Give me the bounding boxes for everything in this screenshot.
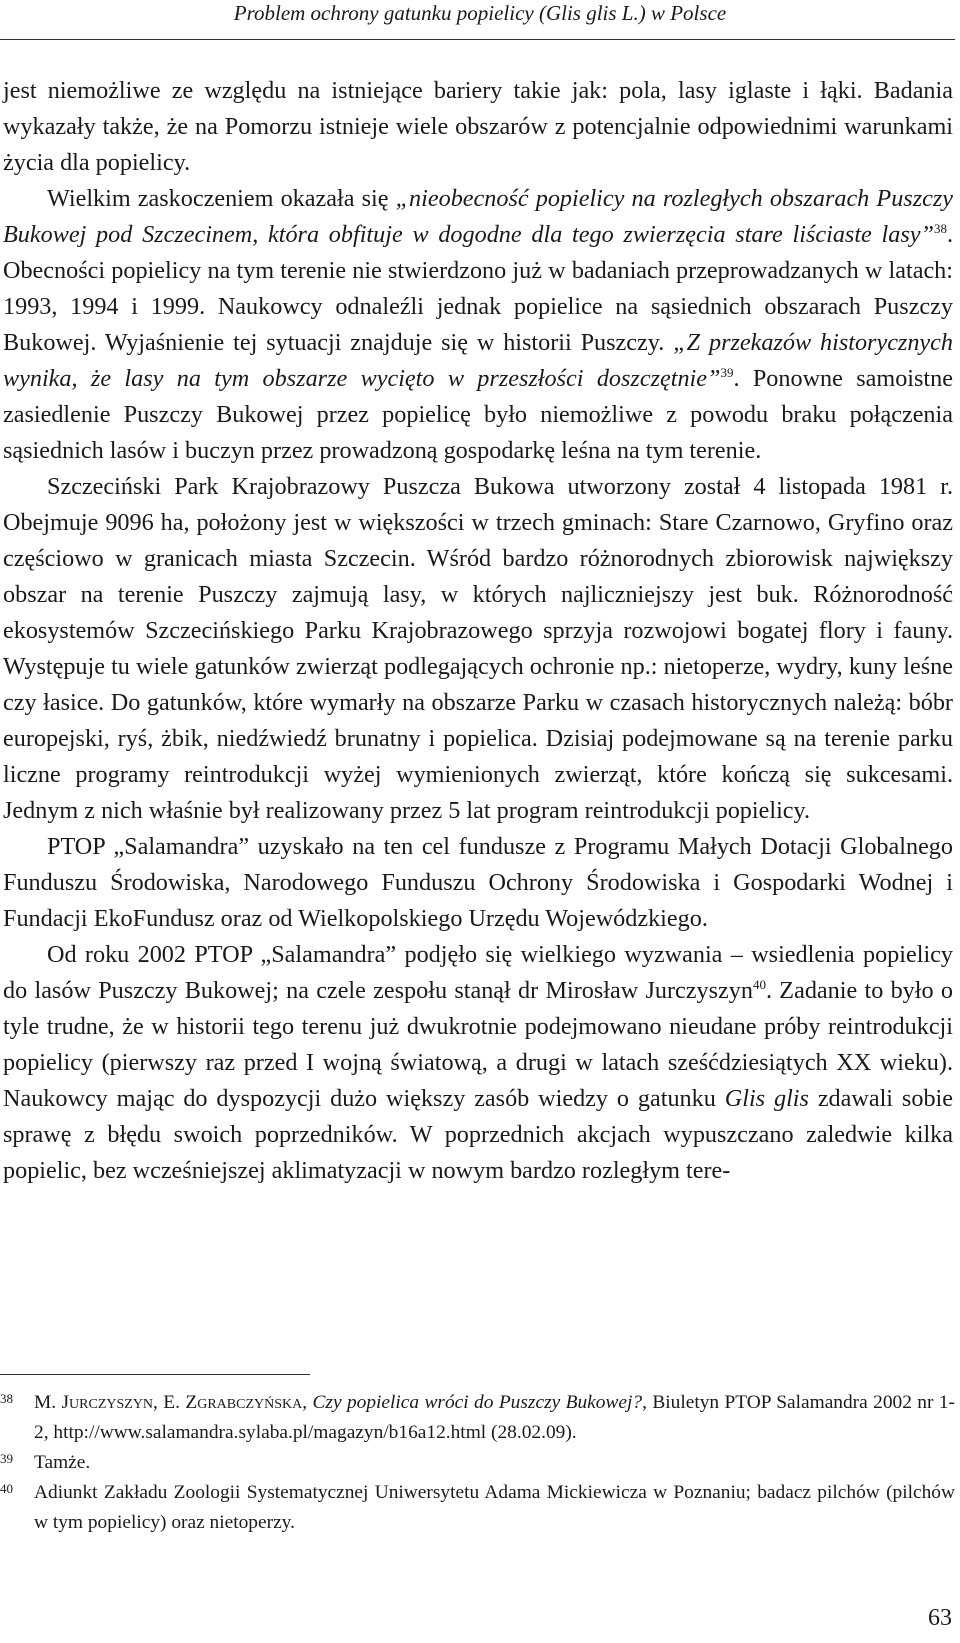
paragraph-5-text-c: zdawali sobie sprawę z błędu swoich poprzedników. W poprzednich akcjach wypuszczano zaledwie kilka popielic, bez wcześniejszej aklimatyzacji w nowym bardzo rozległym tere- bbox=[3, 1085, 953, 1184]
footnote-number: 38 bbox=[0, 1391, 13, 1406]
paragraph-2-text-a: Wielkim zaskoczeniem okazała się bbox=[47, 185, 396, 212]
footnote-39 bbox=[0, 1448, 955, 1478]
footnote-ref-40[interactable]: 40 bbox=[752, 976, 766, 992]
paragraph-2 bbox=[3, 181, 953, 469]
paragraph-2-text-c: . Ponowne samoistne zasiedlenie Puszczy Bukowej przez popielicę było niemożliwe z powodu braku połączenia sąsiednich lasów i buczyn przez prowadzoną gospodarkę leśna na tym terenie. bbox=[3, 365, 953, 464]
author-name: Jurczyszyn bbox=[61, 1392, 154, 1413]
footnote-text bbox=[34, 1388, 955, 1448]
footnote-text: Adiunkt Zakładu Zoologii Systematycznej Uniwersytetu Adama Mickiewicza w Poznaniu; badacz pilchów (pilchów w tym popielicy) oraz nietoperzy. bbox=[34, 1482, 955, 1533]
footnote-text: Tamże. bbox=[34, 1452, 91, 1473]
footnote-40 bbox=[0, 1478, 955, 1538]
footnote-rule bbox=[0, 1374, 310, 1375]
running-head: Problem ochrony gatunku popielicy (Glis glis L.) w Polsce bbox=[233, 1, 727, 25]
paragraph-5 bbox=[3, 937, 953, 1189]
page-number: 63 bbox=[928, 1605, 952, 1631]
footnote-number: 39 bbox=[0, 1451, 13, 1466]
author-name: Zgrabczyńska bbox=[185, 1392, 303, 1413]
quote-przekazow: „Z przekazów historycznych wynika, że lasy na tym obszarze wycięto w przeszłości doszczętnie” bbox=[3, 329, 953, 392]
paragraph-2-text-b: . Obecności popielicy na tym terenie nie stwierdzono już w badaniach przeprowadzanych w latach: 1993, 1994 i 1999. Naukowcy odnaleźli jednak popielice na sąsiednich obszarach Puszczy Bukowej. Wyjaśnienie tej sytuacji znajduje się w historii Puszczy. bbox=[3, 221, 953, 356]
paragraph-5-text-b: . Zadanie to było o tyle trudne, że w historii tego terenu już dwukrotnie podejmowano nieudane próby reintrodukcji popielicy (pierwszy raz przed I wojną światową, a drugi w latach sześćdziesiątych XX wieku). Naukowcy mając do dyspozycji dużo większy zasób wiedzy o gatunku bbox=[3, 977, 953, 1112]
footnote-text-part: , Biuletyn PTOP Salamandra 2002 nr 1-2, http://www.salamandra.sylaba.pl/magazyn/b16a12.html (28.02.09). bbox=[34, 1392, 955, 1443]
footnotes bbox=[0, 1388, 955, 1538]
footnote-ref-38[interactable]: 38 bbox=[933, 220, 947, 236]
footnote-text-part: , E. bbox=[153, 1392, 186, 1413]
body-text bbox=[3, 73, 953, 1189]
footnote-text-part: M. bbox=[34, 1392, 62, 1413]
paragraph-1: jest niemożliwe ze względu na istniejące bariery takie jak: pola, lasy iglaste i łąki. Badania wykazały także, że na Pomorzu istnieje wiele obszarów z potencjalnie odpowiednimi warunkami życia dla popielicy. bbox=[3, 77, 953, 176]
footnote-ref-39[interactable]: 39 bbox=[720, 364, 734, 380]
header-rule bbox=[0, 39, 955, 40]
paragraph-4: PTOP „Salamandra” uzyskało na ten cel fundusze z Programu Małych Dotacji Globalnego Funduszu Środowiska, Narodowego Funduszu Ochrony Środowiska i Gospodarki Wodnej i Fundacji EkoFundusz oraz od Wielkopolskiego Urzędu Wojewódzkiego. bbox=[3, 833, 953, 932]
species-name: Glis glis bbox=[724, 1085, 809, 1112]
footnote-number: 40 bbox=[0, 1481, 13, 1496]
cited-title: Czy popielica wróci do Puszczy Bukowej? bbox=[312, 1392, 643, 1413]
paragraph-5-text-a: Od roku 2002 PTOP „Salamandra” podjęło się wielkiego wyzwania – wsiedlenia popielicy do lasów Puszczy Bukowej; na czele zespołu stanął dr Mirosław Jurczyszyn bbox=[3, 941, 953, 1004]
quote-nieobecnosc: „nieobecność popielicy na rozległych obszarach Puszczy Bukowej pod Szczecinem, która obfituje w dogodne dla tego zwierzęcia stare liściaste lasy” bbox=[3, 185, 953, 248]
footnote-38 bbox=[0, 1388, 955, 1448]
paragraph-3: Szczeciński Park Krajobrazowy Puszcza Bukowa utworzony został 4 listopada 1981 r. Obejmuje 9096 ha, położony jest w większości w trzech gminach: Stare Czarnowo, Gryfino oraz częściowo w granicach miasta Szczecin. Wśród bardzo różnorodnych zbiorowisk największy obszar na terenie Puszczy zajmują lasy, w których najliczniejszy jest buk. Różnorodność ekosystemów Szczecińskiego Parku Krajobrazowego sprzyja rozwojowi bogatej flory i fauny. Występuje tu wiele gatunków zwierząt podlegających ochronie np.: nietoperze, wydry, kuny leśne czy łasice. Do gatunków, które wymarły na obszarze Parku w czasach historycznych należą: bóbr europejski, ryś, żbik, niedźwiedź brunatny i popielica. Dzisiaj podejmowane są na terenie parku liczne programy reintrodukcji wyżej wymienionych zwierząt, które kończą się sukcesami. Jednym z nich właśnie był realizowany przez 5 lat program reintrodukcji popielicy. bbox=[3, 473, 953, 824]
footnote-text-part: , bbox=[302, 1392, 313, 1413]
